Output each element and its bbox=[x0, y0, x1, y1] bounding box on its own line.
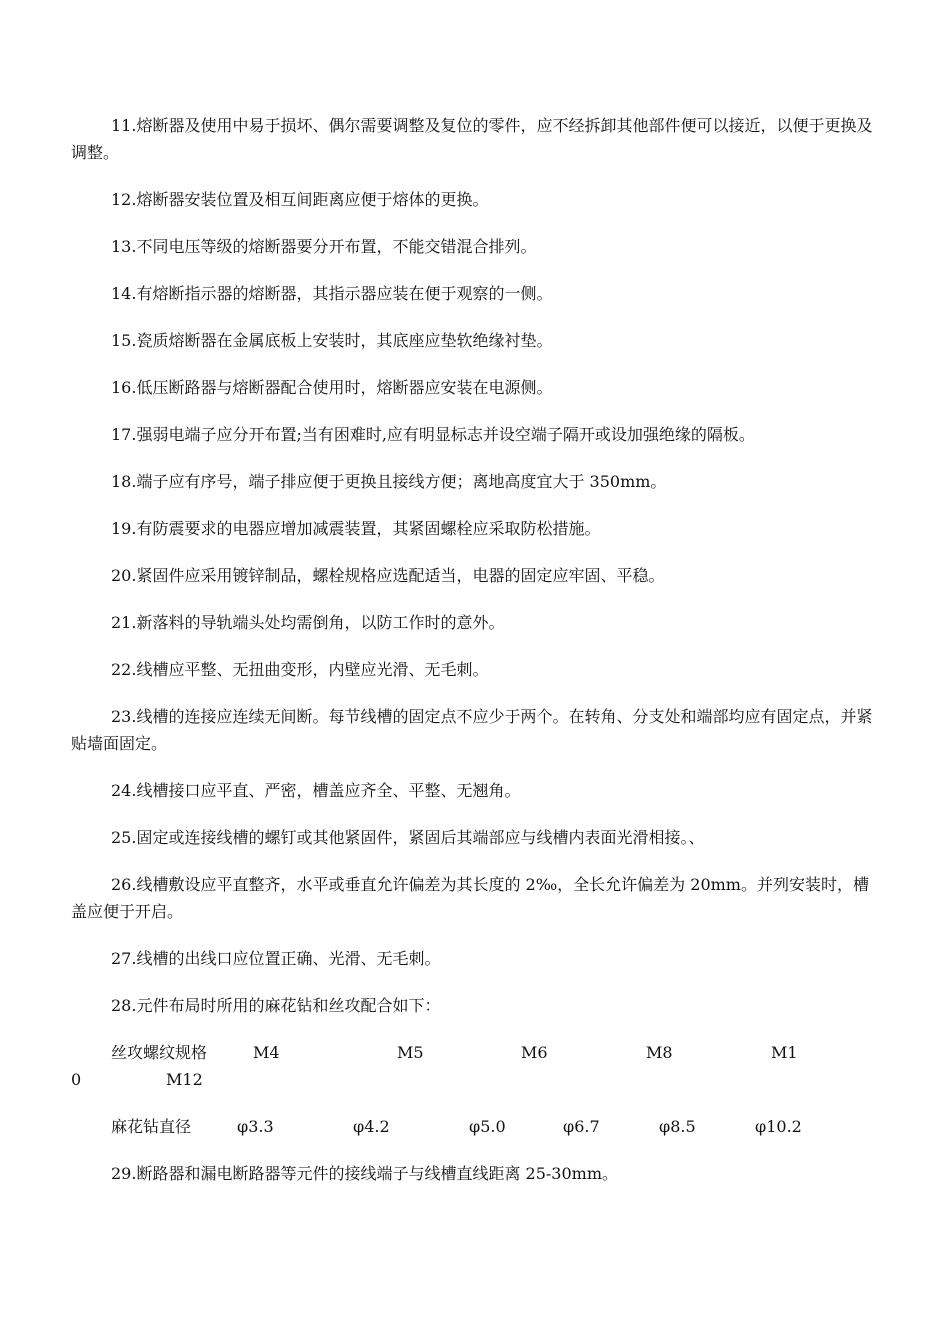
item-18: 18.端子应有序号，端子排应便于更换且接线方便；离地高度宜大于 350mm。 bbox=[111, 472, 667, 491]
item-12: 12.熔断器安装位置及相互间距离应便于熔体的更换。 bbox=[111, 190, 489, 209]
drill-diameter-3-3: φ3.3 bbox=[237, 1117, 274, 1136]
tap-size-m12: M12 bbox=[166, 1070, 203, 1089]
tap-size-m4: M4 bbox=[253, 1043, 280, 1062]
tap-size-row-wrap bbox=[71, 1066, 881, 1093]
item-24: 24.线槽接口应平直、严密，槽盖应齐全、平整、无翘角。 bbox=[111, 781, 521, 800]
tap-size-m10-part2: 0 bbox=[71, 1070, 82, 1089]
item-25: 25.固定或连接线槽的螺钉或其他紧固件，紧固后其端部应与线槽内表面光滑相接。、 bbox=[111, 828, 705, 847]
item-19: 19.有防震要求的电器应增加减震装置，其紧固螺栓应采取防松措施。 bbox=[111, 519, 601, 538]
item-23: 23.线槽的连接应连续无间断。每节线槽的固定点不应少于两个。在转角、分支处和端部均应有固定点，并紧贴墙面固定。 bbox=[71, 707, 873, 753]
drill-tap-table bbox=[71, 1039, 881, 1140]
item-27: 27.线槽的出线口应位置正确、光滑、无毛刺。 bbox=[111, 949, 441, 968]
drill-diameter-6-7: φ6.7 bbox=[563, 1117, 600, 1136]
document-content bbox=[71, 112, 881, 1207]
item-28: 28.元件布局时所用的麻花钻和丝攻配合如下： bbox=[111, 996, 441, 1015]
item-20: 20.紧固件应采用镀锌制品，螺栓规格应选配适当，电器的固定应牢固、平稳。 bbox=[111, 566, 665, 585]
drill-diameter-row bbox=[71, 1113, 881, 1140]
item-14: 14.有熔断指示器的熔断器，其指示器应装在便于观察的一侧。 bbox=[111, 284, 553, 303]
item-16: 16.低压断路器与熔断器配合使用时，熔断器应安装在电源侧。 bbox=[111, 378, 553, 397]
item-29: 29.断路器和漏电断路器等元件的接线端子与线槽直线距离 25-30mm。 bbox=[111, 1164, 619, 1183]
tap-size-label: 丝攻螺纹规格 bbox=[111, 1043, 208, 1062]
item-17: 17.强弱电端子应分开布置;当有困难时,应有明显标志并设空端子隔开或设加强绝缘的隔板。 bbox=[111, 425, 755, 444]
drill-diameter-5-0: φ5.0 bbox=[469, 1117, 506, 1136]
item-21: 21.新落料的导轨端头处均需倒角，以防工作时的意外。 bbox=[111, 613, 505, 632]
drill-diameter-4-2: φ4.2 bbox=[353, 1117, 390, 1136]
tap-size-m8: M8 bbox=[646, 1043, 673, 1062]
tap-size-m10-part1: M1 bbox=[771, 1043, 798, 1062]
drill-diameter-10-2: φ10.2 bbox=[755, 1117, 802, 1136]
tap-size-m6: M6 bbox=[521, 1043, 548, 1062]
drill-diameter-label: 麻花钻直径 bbox=[111, 1117, 192, 1136]
item-15: 15.瓷质熔断器在金属底板上安装时，其底座应垫软绝缘衬垫。 bbox=[111, 331, 553, 350]
item-26: 26.线槽敷设应平直整齐，水平或垂直允许偏差为其长度的 2‰，全长允许偏差为 20mm。并列安装时，槽盖应便于开启。 bbox=[71, 875, 869, 921]
item-22: 22.线槽应平整、无扭曲变形，内壁应光滑、无毛刺。 bbox=[111, 660, 489, 679]
drill-diameter-8-5: φ8.5 bbox=[659, 1117, 696, 1136]
tap-size-m5: M5 bbox=[397, 1043, 424, 1062]
item-11: 11.熔断器及使用中易于损坏、偶尔需要调整及复位的零件，应不经拆卸其他部件便可以接近，以便于更换及调整。 bbox=[71, 116, 873, 162]
tap-size-row bbox=[71, 1039, 881, 1066]
item-13: 13.不同电压等级的熔断器要分开布置，不能交错混合排列。 bbox=[111, 237, 537, 256]
